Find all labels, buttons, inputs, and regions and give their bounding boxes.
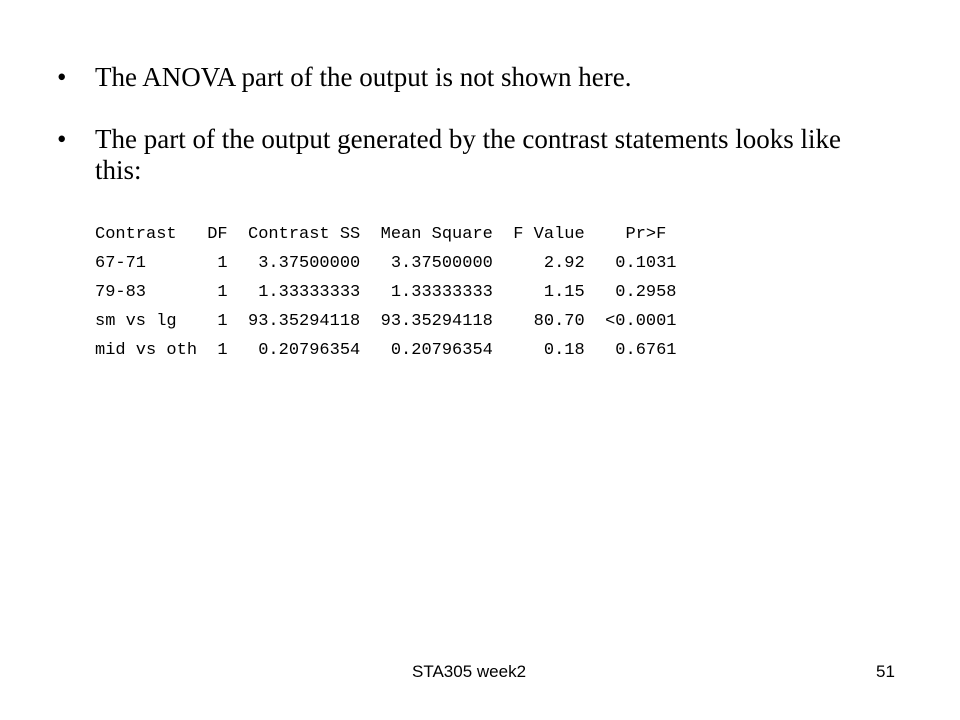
output-line: 67-71 1 3.37500000 3.37500000 2.92 0.1031 bbox=[95, 254, 677, 273]
output-line: sm vs lg 1 93.35294118 93.35294118 80.70 <0.0001 bbox=[95, 312, 677, 331]
bullet-item bbox=[57, 124, 877, 188]
output-line: 79-83 1 1.33333333 1.33333333 1.15 0.2958 bbox=[95, 283, 677, 302]
bullet-text: The ANOVA part of the output is not shown here. bbox=[95, 62, 632, 92]
contrast-output-block bbox=[95, 220, 677, 365]
bullet-point-icon: • bbox=[57, 62, 67, 92]
output-line: mid vs oth 1 0.20796354 0.20796354 0.18 0.6761 bbox=[95, 341, 677, 360]
bullet-item bbox=[57, 62, 877, 94]
bullet-text: The part of the output generated by the contrast statements looks like this: bbox=[95, 124, 842, 185]
footer-title: STA305 week2 bbox=[412, 662, 527, 681]
bullet-point-icon: • bbox=[57, 124, 67, 154]
page-number: 51 bbox=[876, 662, 895, 681]
output-header-line: Contrast DF Contrast SS Mean Square F Value Pr>F bbox=[95, 225, 667, 244]
